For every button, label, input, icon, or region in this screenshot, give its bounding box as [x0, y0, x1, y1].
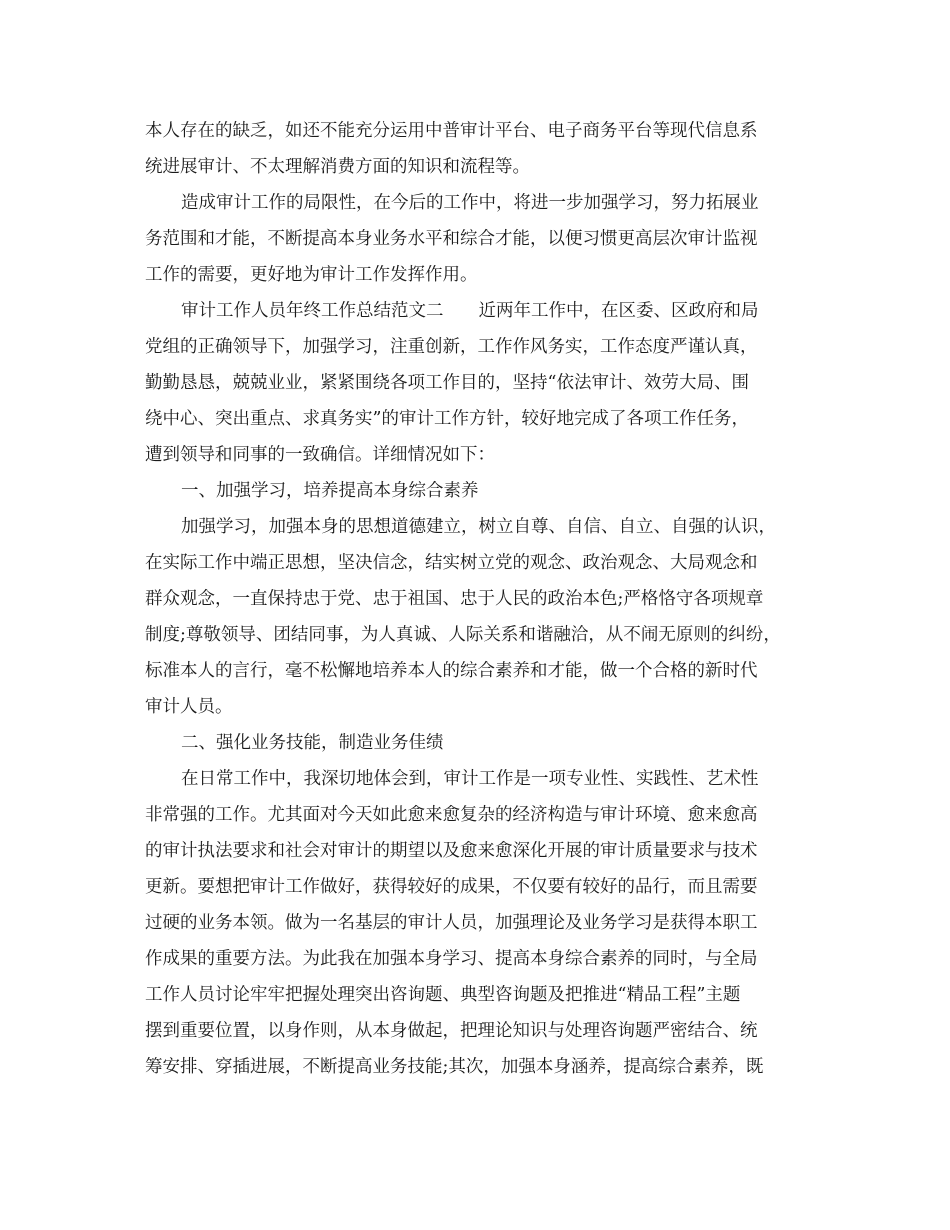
text-line: 工作的需要，更好地为审计工作发挥作用。 — [145, 265, 478, 285]
text-line: 统进展审计、不太理解消费方面的知识和流程等。 — [145, 157, 530, 177]
heading-line: 一、加强学习，培养提高本身综合素养 — [181, 481, 479, 501]
text-line: 党组的正确领导下，加强学习，注重创新，工作作风务实，工作态度严谨认真， — [145, 337, 758, 357]
text-line: 绕中心、突出重点、求真务实”的审计工作方针，较好地完成了各项工作任务， — [145, 409, 749, 429]
text-line: 本人存在的缺乏，如还不能充分运用中普审计平台、电子商务平台等现代信息系 — [145, 121, 758, 141]
paragraph-start-line: 加强学习，加强本身的思想道德建立，树立自尊、自信、自立、自强的认识， — [181, 517, 776, 537]
heading-line: 二、强化业务技能，制造业务佳绩 — [181, 733, 444, 753]
text-line: 在实际工作中端正思想，坚决信念，结实树立党的观念、政治观念、大局观念和 — [145, 553, 758, 573]
text-line: 务范围和才能，不断提高本身业务水平和综合才能，以便习惯更高层次审计监视 — [145, 229, 758, 249]
document-body — [145, 113, 825, 1085]
text-line: 审计人员。 — [145, 697, 233, 717]
text-line: 更新。要想把审计工作做好，获得较好的成果，不仅要有较好的品行，而且需要 — [145, 877, 758, 897]
text-line: 制度;尊敬领导、团结同事，为人真诚、人际关系和谐融洽，从不闹无原则的纠纷， — [145, 625, 781, 645]
text-line: 摆到重要位置，以身作则，从本身做起，把理论知识与处理咨询题严密结合、统 — [145, 1021, 758, 1041]
text-line: 的审计执法要求和社会对审计的期望以及愈来愈深化开展的审计质量要求与技术 — [145, 841, 758, 861]
text-line: 过硬的业务本领。做为一名基层的审计人员，加强理论及业务学习是获得本职工 — [145, 913, 758, 933]
text-line: 非常强的工作。尤其面对今天如此愈来愈复杂的经济构造与审计环境、愈来愈高 — [145, 805, 758, 825]
text-line: 工作人员讨论牢牢把握处理突出咨询题、典型咨询题及把推进“精品工程”主题 — [145, 985, 741, 1005]
text-line: 群众观念，一直保持忠于党、忠于祖国、忠于人民的政治本色;严格恪守各项规章 — [145, 589, 764, 609]
text-line: 作成果的重要方法。为此我在加强本身学习、提高本身综合素养的同时，与全局 — [145, 949, 758, 969]
text-line: 筹安排、穿插进展，不断提高业务技能;其次，加强本身涵养，提高综合素养，既 — [145, 1057, 764, 1077]
text-line: 标准本人的言行，毫不松懈地培养本人的综合素养和才能，做一个合格的新时代 — [145, 661, 758, 681]
text-line: 遭到领导和同事的一致确信。详细情况如下： — [145, 445, 495, 465]
section-title-line: 审计工作人员年终工作总结范文二 近两年工作中，在区委、区政府和局 — [181, 301, 759, 321]
paragraph-start-line: 造成审计工作的局限性，在今后的工作中，将进一步加强学习，努力拓展业 — [181, 193, 759, 213]
paragraph-start-line: 在日常工作中，我深切地体会到，审计工作是一项专业性、实践性、艺术性 — [181, 769, 759, 789]
text-line: 勤勤恳恳，兢兢业业，紧紧围绕各项工作目的，坚持“依法审计、效劳大局、围 — [145, 373, 749, 393]
